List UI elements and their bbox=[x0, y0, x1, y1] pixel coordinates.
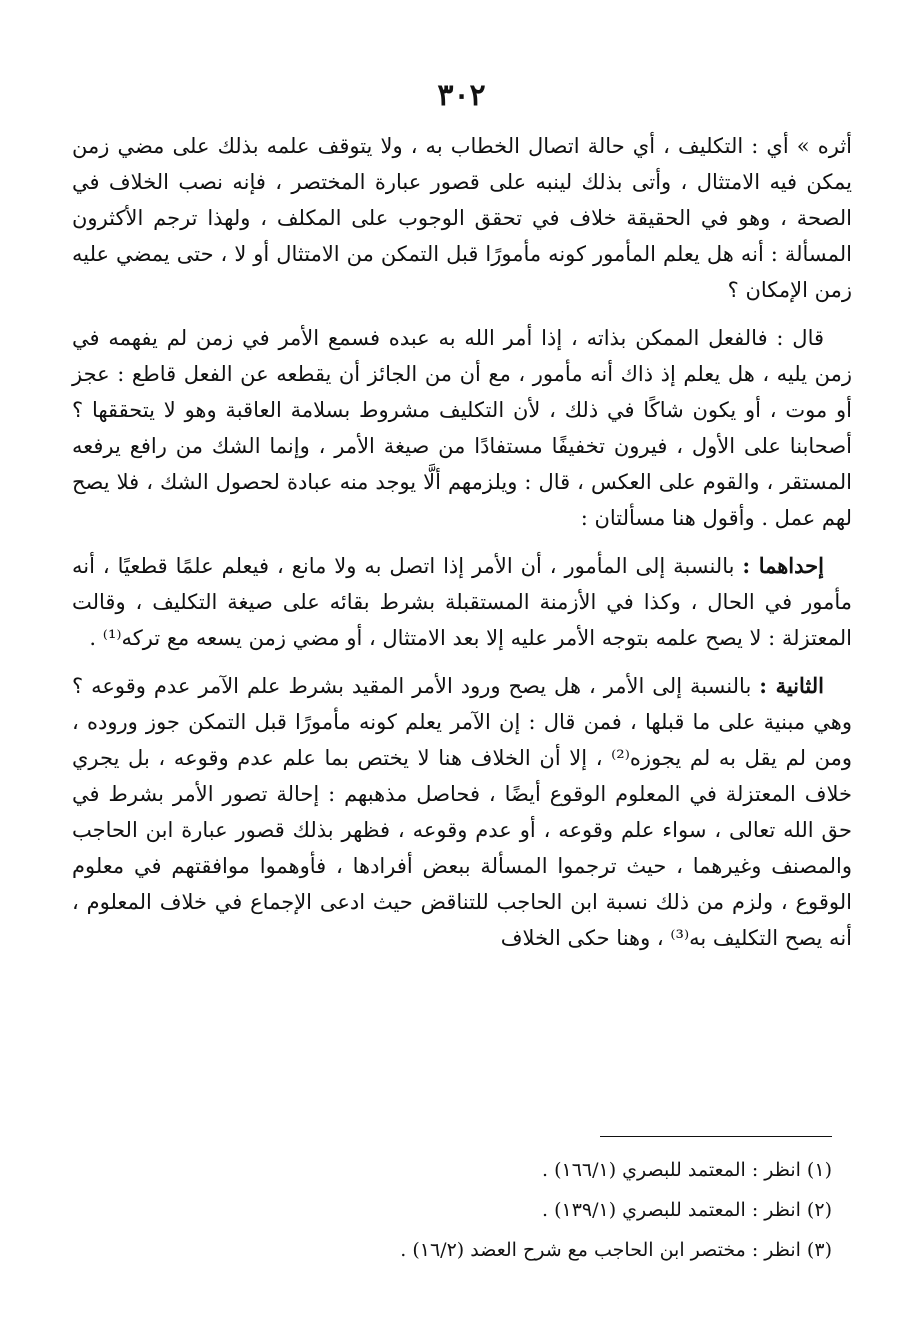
footnotes bbox=[300, 1150, 832, 1270]
paragraph-4-text: بالنسبة إلى الأمر ، هل يصح ورود الأمر المقيد بشرط علم الآمر عدم وقوعه ؟ وهي مبنية على ما قبلها ، فمن قال : إن الآمر يعلم كونه مأمورًا قبل التمكن جوز وروده ، ومن لم يقل به لم يجوزه⁽²⁾ ، إلا أن الخلاف هنا لا يختص بما علم عدم وقوعه ، بل يجري خلاف المعتزلة في المعلوم الوقوع أيضًا ، فحاصل مذهبهم : إحالة تصور الأمر بشرط في حق الله تعالى ، سواء علم وقوعه ، أو عدم وقوعه ، فظهر بذلك قصور عبارة ابن الحاجب والمصنف وغيرهما ، حيث ترجموا المسألة ببعض أفرادها ، فأوهموا موافقتهم في معلوم الوقوع ، ولزم من ذلك نسبة ابن الحاجب للتناقض حيث ادعى الإجماع في خلاف المعلوم ، أنه يصح التكليف به⁽³⁾ ، وهنا حكى الخلاف bbox=[72, 674, 853, 950]
footnote-3: (٣) انظر : مختصر ابن الحاجب مع شرح العضد (١٦/٢) . bbox=[400, 1239, 832, 1261]
paragraph-2-text: قال : فالفعل الممكن بذاته ، إذا أمر الله به عبده فسمع الأمر في زمن لم يفهمه في زمن يليه ، هل يعلم إذ ذاك أنه مأمور ، مع أن من الجائز أن يقطعه عن الفعل قاطع : عجز أو موت ، أو يكون شاكًا في ذلك ، لأن التكليف مشروط بسلامة العاقبة وهو لا يتحققها ؟ أصحابنا على الأول ، فيرون تخفيفًا مستفادًا من صيغة الأمر ، وإنما الشك من رافع يرفعه المستقر ، والقوم على العكس ، قال : ويلزمهم ألَّا يوجد منه عبادة لحصول الشك ، فلا يصح لهم عمل . وأقول هنا مسألتان : bbox=[72, 326, 852, 530]
paragraph-2 bbox=[72, 320, 852, 536]
footnote-2: (٢) انظر : المعتمد للبصري (١٣٩/١) . bbox=[542, 1199, 832, 1221]
paragraph-3 bbox=[72, 548, 852, 656]
paragraph-3-text: بالنسبة إلى المأمور ، أن الأمر إذا اتصل به ولا مانع ، فيعلم علمًا قطعيًا ، أنه مأمور في الحال ، وكذا في الأزمنة المستقبلة بشرط بقائه على صيغة التكليف ، وقالت المعتزلة : لا يصح علمه بتوجه الأمر عليه إلا بعد الامتثال ، أو مضي زمن يسعه مع تركه⁽¹⁾ . bbox=[72, 554, 852, 650]
paragraph-4 bbox=[72, 668, 852, 956]
paragraph-3-heading: إحداهما : bbox=[742, 553, 824, 578]
footnote-separator bbox=[600, 1136, 832, 1137]
paragraph-1 bbox=[72, 128, 852, 308]
paragraph-1-text: أثره » أي : التكليف ، أي حالة اتصال الخطاب به ، ولا يتوقف علمه بذلك على مضي زمن يمكن فيه الامتثال ، وأتى بذلك لينبه على قصور عبارة المختصر ، فإنه نصب الخلاف في الصحة ، وهو في الحقيقة خلاف في تحقق الوجوب على المكلف ، ولهذا ترجم الأكثرون المسألة : أنه هل يعلم المأمور كونه مأمورًا قبل التمكن من الامتثال أو لا ، حتى يمضي عليه زمن الإمكان ؟ bbox=[72, 134, 852, 302]
paragraph-4-heading: الثانية : bbox=[759, 673, 824, 698]
footnote-1: (١) انظر : المعتمد للبصري (١٦٦/١) . bbox=[542, 1159, 832, 1181]
page-number: ٣٠٢ bbox=[437, 78, 486, 113]
main-text bbox=[72, 128, 852, 956]
